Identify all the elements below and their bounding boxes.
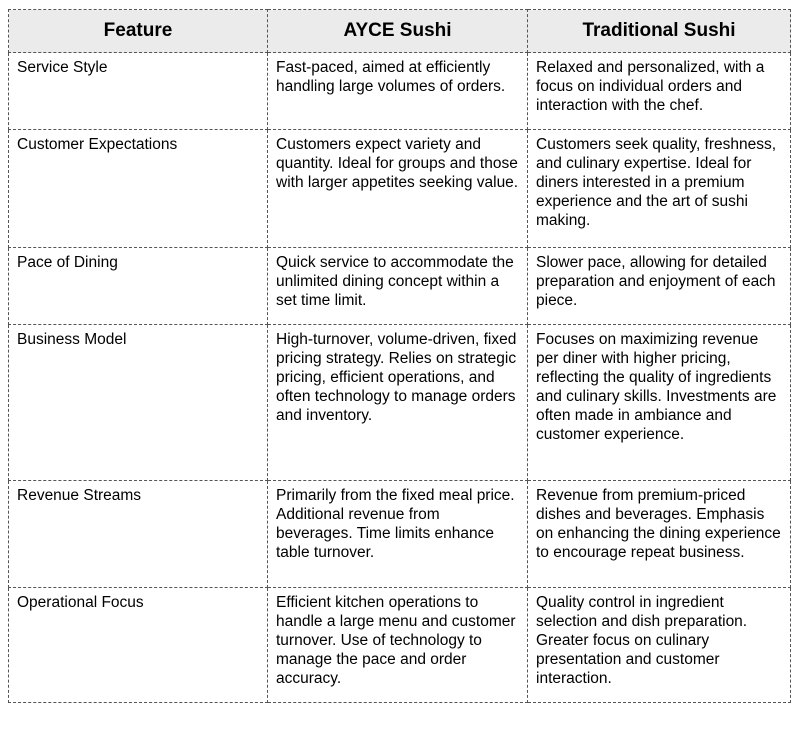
ayce-cell: High-turnover, volume-driven, fixed pricing strategy. Relies on strategic pricing, efficient operations, and often technology to manage orders and inventory. [268,325,528,481]
comparison-table [8,9,791,703]
table-header-row [9,10,791,53]
traditional-cell: Relaxed and personalized, with a focus on individual orders and interaction with the chef. [528,53,791,130]
table-row [9,588,791,703]
feature-cell: Pace of Dining [9,248,268,325]
feature-cell: Operational Focus [9,588,268,703]
traditional-cell: Customers seek quality, freshness, and culinary expertise. Ideal for diners interested in a premium experience and the art of sushi making. [528,130,791,248]
feature-cell: Customer Expectations [9,130,268,248]
table-row [9,53,791,130]
header-traditional-sushi: Traditional Sushi [528,10,791,53]
table-row [9,325,791,481]
traditional-cell: Revenue from premium-priced dishes and beverages. Emphasis on enhancing the dining experience to encourage repeat business. [528,481,791,588]
header-feature: Feature [9,10,268,53]
ayce-cell: Quick service to accommodate the unlimited dining concept within a set time limit. [268,248,528,325]
ayce-cell: Fast-paced, aimed at efficiently handling large volumes of orders. [268,53,528,130]
comparison-table-container [8,9,791,703]
feature-cell: Business Model [9,325,268,481]
feature-cell: Revenue Streams [9,481,268,588]
traditional-cell: Focuses on maximizing revenue per diner with higher pricing, reflecting the quality of ingredients and culinary skills. Investments are often made in ambiance and customer experience. [528,325,791,481]
table-row [9,248,791,325]
ayce-cell: Primarily from the fixed meal price. Additional revenue from beverages. Time limits enhance table turnover. [268,481,528,588]
ayce-cell: Customers expect variety and quantity. Ideal for groups and those with larger appetites seeking value. [268,130,528,248]
ayce-cell: Efficient kitchen operations to handle a large menu and customer turnover. Use of technology to manage the pace and order accuracy. [268,588,528,703]
header-ayce-sushi: AYCE Sushi [268,10,528,53]
traditional-cell: Slower pace, allowing for detailed preparation and enjoyment of each piece. [528,248,791,325]
traditional-cell: Quality control in ingredient selection and dish preparation. Greater focus on culinary presentation and customer interaction. [528,588,791,703]
table-row [9,130,791,248]
feature-cell: Service Style [9,53,268,130]
table-row [9,481,791,588]
